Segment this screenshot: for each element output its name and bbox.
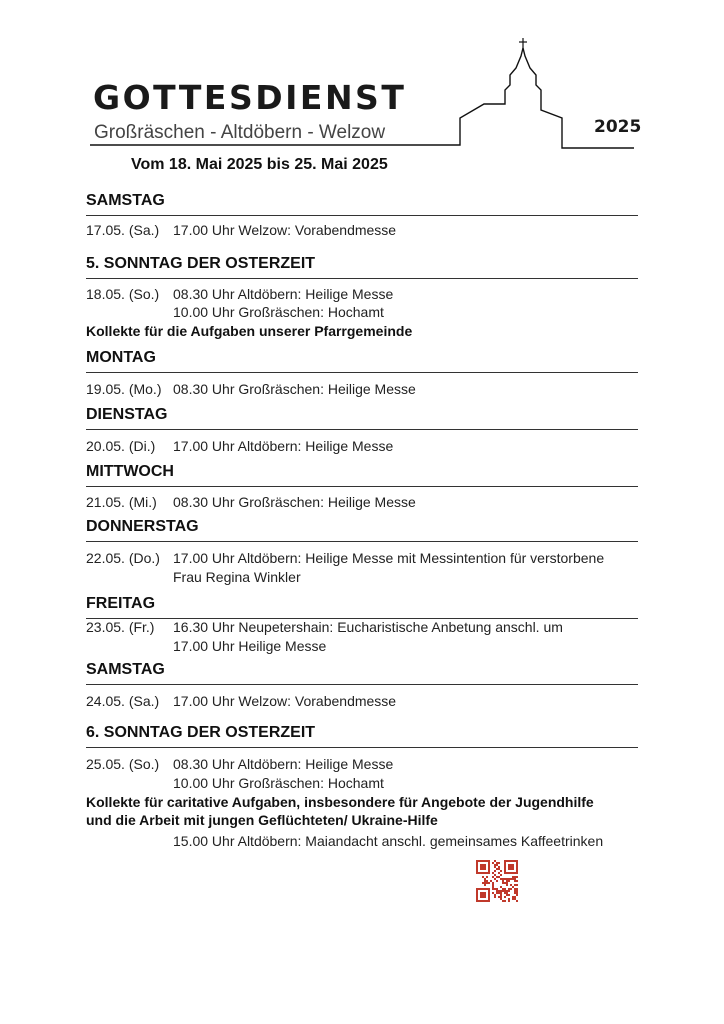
parish-subtitle: Großräschen - Altdöbern - Welzow [94, 122, 386, 143]
service-line: 17.00 Uhr Heilige Messe [173, 638, 327, 654]
service-date: 19.05. (Mo.) [86, 381, 162, 397]
day-heading: DIENSTAG [86, 404, 638, 430]
collection-note: Kollekte für die Aufgaben unserer Pfarrgemeinde [86, 323, 413, 339]
collection-note: und die Arbeit mit jungen Geflüchteten/ Ukraine-Hilfe [86, 812, 438, 828]
document-title: GOTTESDIENST [93, 78, 407, 117]
day-heading: SAMSTAG [86, 659, 638, 685]
day-heading: MITTWOCH [86, 461, 638, 487]
day-heading: 6. SONNTAG DER OSTERZEIT [86, 722, 638, 748]
service-line: 10.00 Uhr Großräschen: Hochamt [173, 775, 384, 791]
service-date: 25.05. (So.) [86, 756, 160, 772]
service-line: 17.00 Uhr Altdöbern: Heilige Messe [173, 438, 394, 454]
service-line: 08.30 Uhr Altdöbern: Heilige Messe [173, 756, 394, 772]
day-heading: DONNERSTAG [86, 516, 638, 542]
day-heading: 5. SONNTAG DER OSTERZEIT [86, 253, 638, 279]
church-outline-icon [0, 0, 724, 180]
service-line: 15.00 Uhr Altdöbern: Maiandacht anschl. gemeinsames Kaffeetrinken [173, 833, 604, 849]
service-line: 17.00 Uhr Welzow: Vorabendmesse [173, 693, 397, 709]
service-date: 17.05. (Sa.) [86, 222, 160, 238]
service-line: 08.30 Uhr Großräschen: Heilige Messe [173, 494, 416, 510]
service-line: 17.00 Uhr Welzow: Vorabendmesse [173, 222, 397, 238]
service-line: 08.30 Uhr Großräschen: Heilige Messe [173, 381, 416, 397]
service-date: 20.05. (Di.) [86, 438, 156, 454]
day-heading: SAMSTAG [86, 190, 638, 216]
collection-note: Kollekte für caritative Aufgaben, insbesondere für Angebote der Jugendhilfe [86, 794, 594, 810]
service-date: 23.05. (Fr.) [86, 619, 155, 635]
service-line: 16.30 Uhr Neupetershain: Eucharistische Anbetung anschl. um [173, 619, 563, 635]
service-date: 21.05. (Mi.) [86, 494, 157, 510]
service-line: Frau Regina Winkler [173, 569, 301, 585]
day-heading: FREITAG [86, 593, 638, 619]
year-label: 2025 [594, 117, 642, 137]
qr-code-icon[interactable] [476, 860, 518, 902]
day-heading: MONTAG [86, 347, 638, 373]
document-header [0, 0, 724, 180]
service-date: 18.05. (So.) [86, 286, 160, 302]
service-line: 10.00 Uhr Großräschen: Hochamt [173, 304, 384, 320]
service-line: 17.00 Uhr Altdöbern: Heilige Messe mit Messintention für verstorbene [173, 550, 605, 566]
service-date: 24.05. (Sa.) [86, 693, 160, 709]
date-range: Vom 18. Mai 2025 bis 25. Mai 2025 [131, 156, 388, 173]
service-line: 08.30 Uhr Altdöbern: Heilige Messe [173, 286, 394, 302]
service-date: 22.05. (Do.) [86, 550, 160, 566]
